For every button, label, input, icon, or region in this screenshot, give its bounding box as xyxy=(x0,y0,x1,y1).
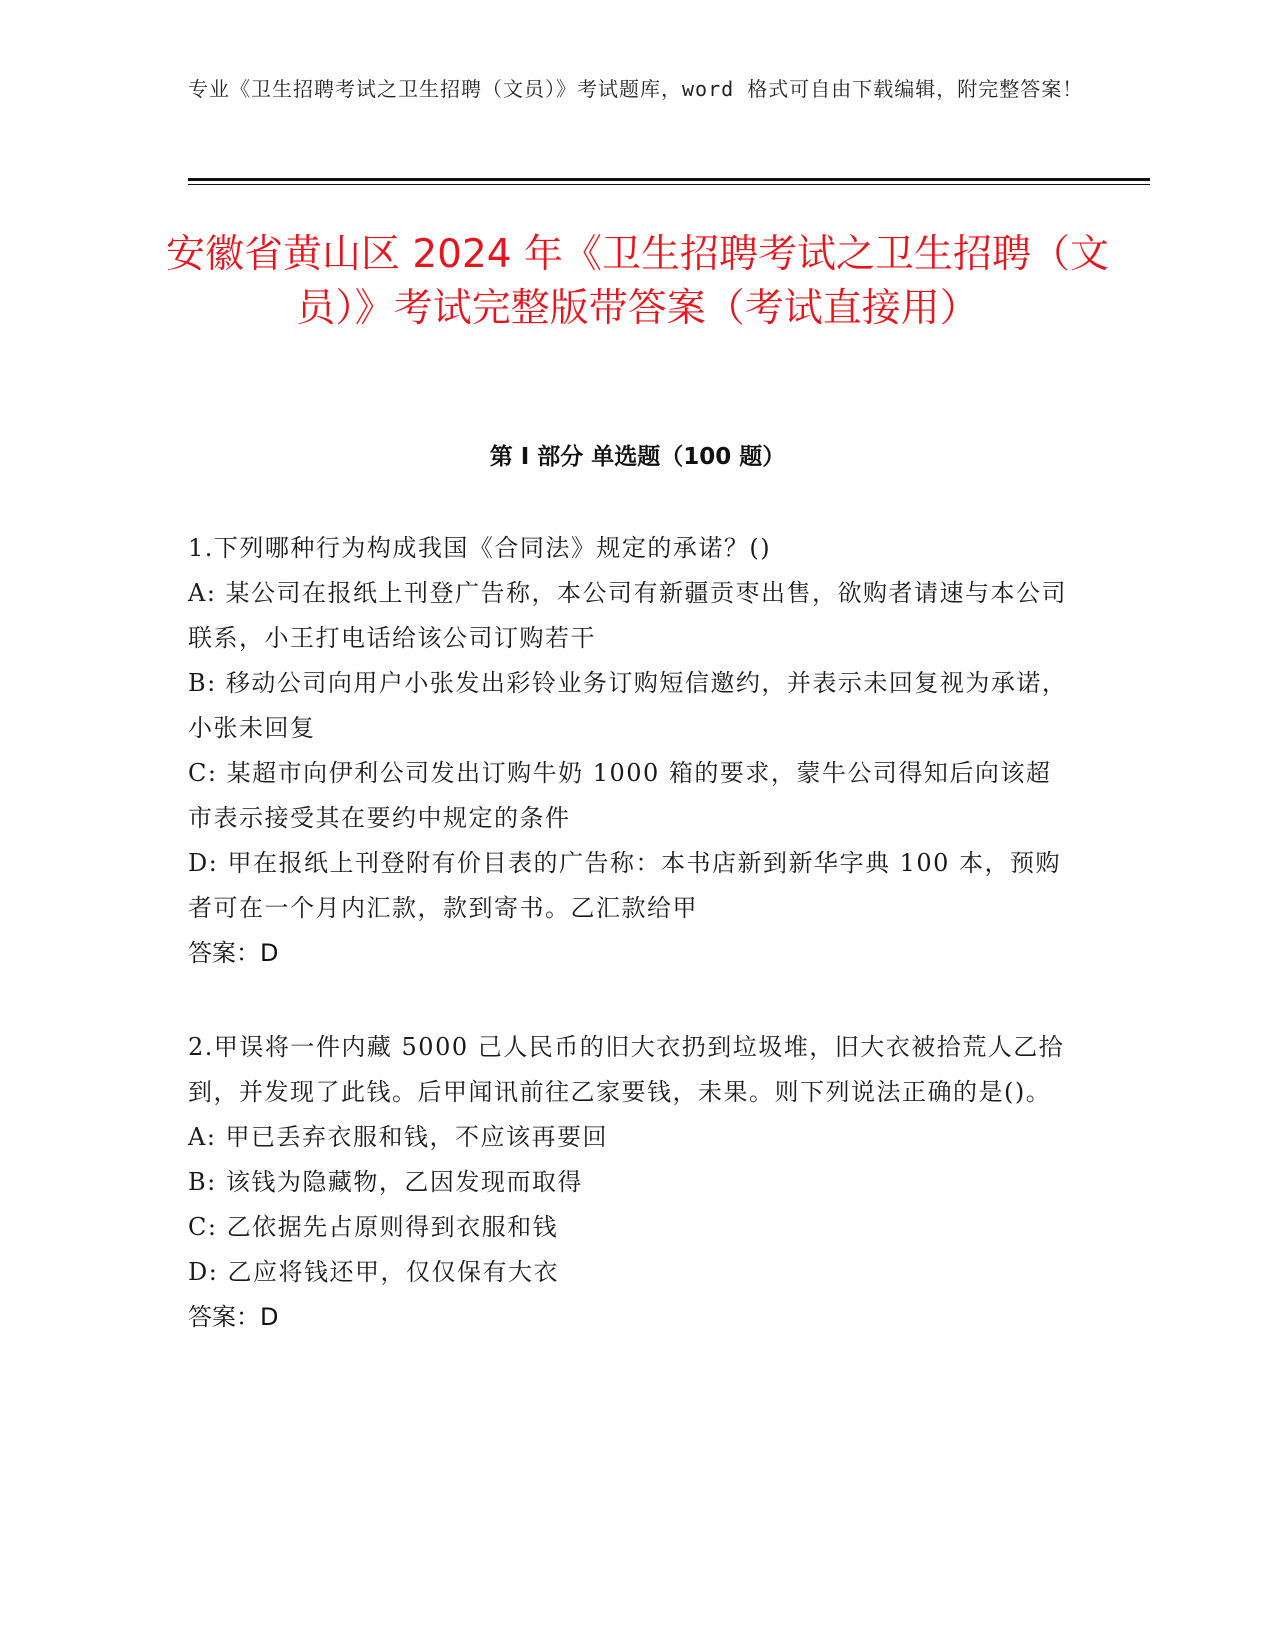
question-stem: 2.甲误将一件内藏 5000 己人民币的旧大衣扔到垃圾堆，旧大衣被拾荒人乙拾到，并发现了此钱。后甲闻讯前往乙家要钱，未果。则下列说法正确的是()。 xyxy=(188,1033,1065,1106)
header-divider-thin xyxy=(188,184,1150,185)
option-b: B: 移动公司向用户小张发出彩铃业务订购短信邀约，并表示未回复视为承诺，小张未回复 xyxy=(188,669,1068,742)
section-heading: 第 I 部分 单选题（100 题） xyxy=(489,444,786,470)
header-note: 专业《卫生招聘考试之卫生招聘（文员）》考试题库，word 格式可自由下载编辑，附完整答案！ xyxy=(188,77,1084,101)
option-c: C: 某超市向伊利公司发出订购牛奶 1000 箱的要求，蒙牛公司得知后向该超市表示接受其在要约中规定的条件 xyxy=(188,759,1052,832)
answer-label: 答案：D xyxy=(188,1303,279,1331)
option-a: A: 某公司在报纸上刊登广告称，本公司有新疆贡枣出售，欲购者请速与本公司联系，小王打电话给该公司订购若干 xyxy=(188,579,1068,652)
option-a: A: 甲已丢弃衣服和钱，不应该再要回 xyxy=(188,1123,609,1151)
question-2 xyxy=(188,1025,1068,1340)
option-d: D: 乙应将钱还甲，仅仅保有大衣 xyxy=(188,1258,559,1286)
option-b: B: 该钱为隐藏物，乙因发现而取得 xyxy=(188,1168,583,1196)
answer-label: 答案：D xyxy=(188,939,279,967)
option-c: C: 乙依据先占原则得到衣服和钱 xyxy=(188,1213,559,1241)
question-stem: 1.下列哪种行为构成我国《合同法》规定的承诺？() xyxy=(188,534,772,562)
option-d: D: 甲在报纸上刊登附有价目表的广告称：本书店新到新华字典 100 本，预购者可在一个月内汇款，款到寄书。乙汇款给甲 xyxy=(188,849,1062,922)
question-1 xyxy=(188,526,1068,976)
header-divider-thick xyxy=(188,178,1150,181)
document-title: 安徽省黄山区 2024 年《卫生招聘考试之卫生招聘（文员）》考试完整版带答案（考试直接用） xyxy=(165,232,1110,331)
